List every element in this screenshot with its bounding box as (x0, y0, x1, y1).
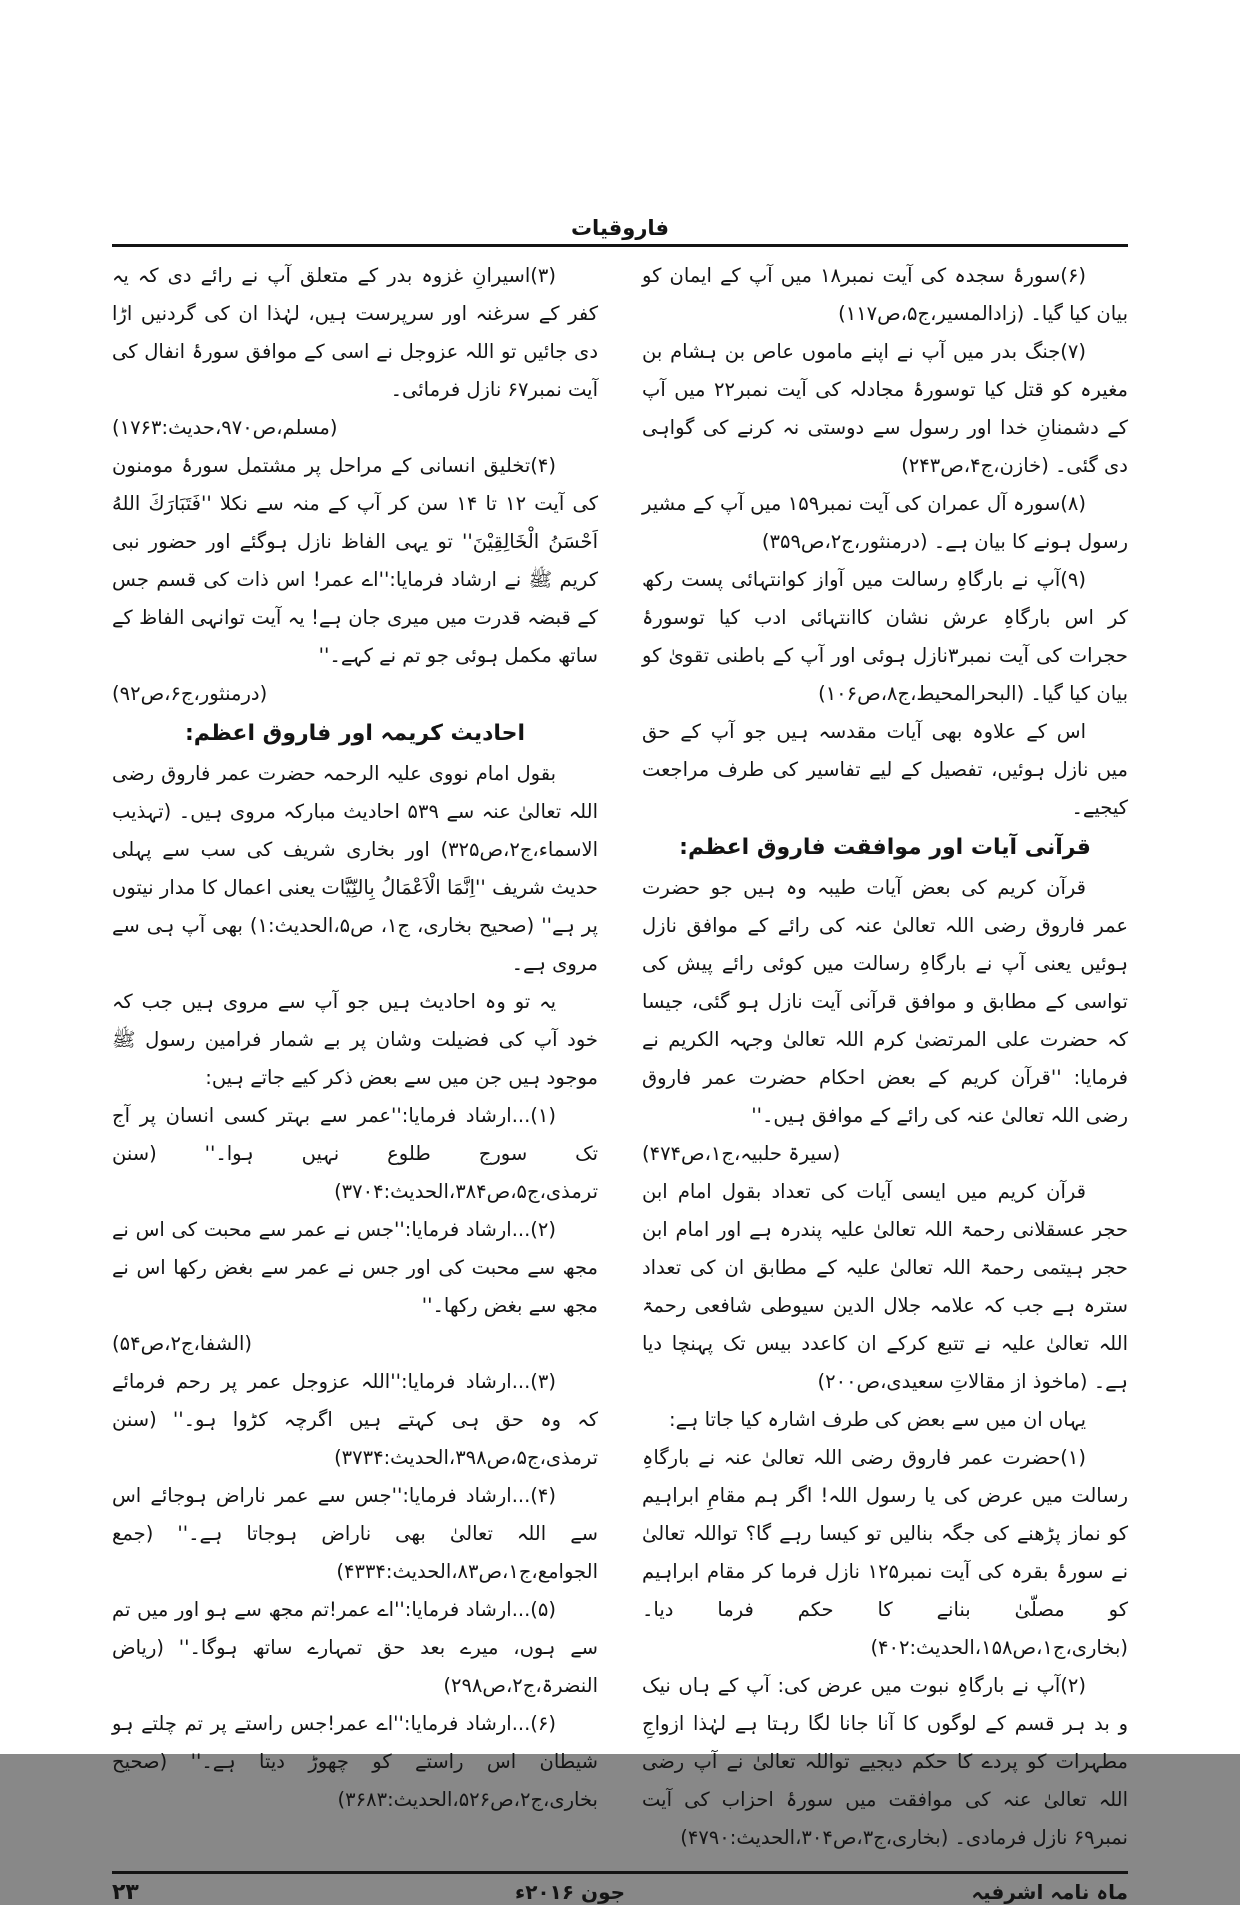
paragraph: قرآن کریم کی بعض آیات طیبہ وہ ہیں جو حضرت عمر فاروق رضی اللہ تعالیٰ عنہ کی رائے کے موافق نازل ہوئیں یعنی آپ نے بارگاہِ رسالت میں کوئی رائے پیش کی تواسی کے مطابق و موافق قرآنی آیت نازل ہو گئی، جیسا کہ حضرت علی المرتضیٰ کرم اللہ تعالیٰ وجہہ الکریم نے فرمایا: ''قرآن کریم کے بعض احکام حضرت عمر فاروق رضی اللہ تعالیٰ عنہ کی رائے کے موافق ہیں۔'' (642, 876, 1128, 1127)
paragraph: (۹)آپ نے بارگاہِ رسالت میں آواز کوانتہائی پست رکھ کر اس بارگاہِ عرش نشان کاانتہائی ادب کیا توسورۂ حجرات کی آیت نمبر۳نازل ہوئی اور آپ کے باطنی تقویٰ کو بیان کیا گیا۔ (البحرالمحیط،ج۸،ص۱۰۶) (642, 568, 1128, 705)
citation-line: (مسلم،ص۹۷۰،حدیث:۱۷۶۳) (112, 416, 338, 439)
citation-line: (سیرۃ حلبیہ،ج۱،ص۴۷۴) (642, 1142, 841, 1165)
paragraph: (۲)...ارشاد فرمایا:''جس نے عمر سے محبت کی اس نے مجھ سے محبت کی اور جس نے عمر سے بغض رکھا اس نے مجھ سے بغض رکھا۔'' (112, 1218, 598, 1317)
issue-date: جون ۲۰۱۶ء (514, 1880, 626, 1904)
paragraph: اس کے علاوہ بھی آیات مقدسہ ہیں جو آپ کے حق میں نازل ہوئیں، تفصیل کے لیے تفاسیر کی طرف مراجعت کیجیے۔ (642, 720, 1128, 819)
citation-line: (درمنثور،ج۶،ص۹۲) (112, 682, 268, 705)
paragraph: (۷)جنگ بدر میں آپ نے اپنے ماموں عاص بن ہشام بن مغیرہ کو قتل کیا توسورۂ مجادلہ کی آیت نمبر۲۲ میں آپ کے دشمنانِ خدا اور رسول سے دوستی نہ کرنے کی گواہی دی گئی۔ (خازن،ج۴،ص۲۴۳) (642, 340, 1128, 477)
paragraph: (۶)...ارشاد فرمایا:''اے عمر!جس راستے پر تم چلتے ہو شیطان اس راستے کو چھوڑ دیتا ہے۔'' (صحیح بخاری،ج۲،ص۵۲۶،الحدیث:۳۶۸۳) (112, 1712, 598, 1811)
paragraph: (۶)سورۂ سجدہ کی آیت نمبر۱۸ میں آپ کے ایمان کو بیان کیا گیا۔ (زادالمسیر،ج۵،ص۱۱۷) (642, 264, 1128, 325)
column-right (642, 257, 1128, 1857)
paragraph: (۴)...ارشاد فرمایا:''جس سے عمر ناراض ہوجائے اس سے اللہ تعالیٰ بھی ناراض ہوجاتا ہے۔'' (جمع الجوامع،ج۱،ص۸۳،الحدیث:۴۳۳۴) (112, 1484, 598, 1583)
page-footer (112, 1871, 1128, 1905)
paragraph: (۸)سورہ آل عمران کی آیت نمبر۱۵۹ میں آپ کے مشیر رسول ہونے کا بیان ہے۔ (درمنثور،ج۲،ص۳۵۹) (642, 492, 1128, 553)
paragraph: قرآن کریم میں ایسی آیات کی تعداد بقول امام ابن حجر عسقلانی رحمۃ اللہ تعالیٰ علیہ پندرہ ہے اور امام ابن حجر ہیتمی رحمۃ اللہ تعالیٰ علیہ کے مطابق ان کی تعداد سترہ ہے جب کہ علامہ جلال الدین سیوطی شافعی رحمۃ اللہ تعالیٰ علیہ نے تتبع کرکے ان کاعدد بیس تک پہنچا دیا ہے۔ (ماخوذ از مقالاتِ سعیدی،ص۲۰۰) (642, 1180, 1128, 1393)
article-body (112, 257, 1128, 1857)
paragraph: یہاں ان میں سے بعض کی طرف اشارہ کیا جاتا ہے: (669, 1408, 1086, 1431)
paragraph: (۳)اسیرانِ غزوہ بدر کے متعلق آپ نے رائے دی کہ یہ کفر کے سرغنہ اور سرپرست ہیں، لہٰذا ان کی گردنیں اڑا دی جائیں تو اللہ عزوجل نے اسی کے موافق سورۂ انفال کی آیت نمبر۶۷ نازل فرمائی۔ (112, 264, 598, 401)
citation-line: (الشفا،ج۲،ص۵۴) (112, 1332, 252, 1355)
section-heading: قرآنی آیات اور موافقت فاروق اعظم: (679, 835, 1091, 860)
column-left (112, 257, 598, 1819)
paragraph: (۵)...ارشاد فرمایا:''اے عمر!تم مجھ سے ہو اور میں تم سے ہوں، میرے بعد حق تمہارے ساتھ ہوگا۔'' (ریاض النضرۃ،ج۲،ص۲۹۸) (112, 1598, 598, 1697)
paragraph: (۱)حضرت عمر فاروق رضی اللہ تعالیٰ عنہ نے بارگاہِ رسالت میں عرض کی یا رسول اللہ! اگر ہم مقامِ ابراہیم کو نماز پڑھنے کی جگہ بنالیں تو کیسا رہے گا؟ تواللہ تعالیٰ نے سورۂ بقرہ کی آیت نمبر۱۲۵ نازل فرما کر مقام ابراہیم کو مصلّیٰ بنانے کا حکم فرما دیا۔ (بخاری،ج۱،ص۱۵۸،الحدیث:۴۰۲) (642, 1446, 1128, 1659)
paragraph: (۲)آپ نے بارگاہِ نبوت میں عرض کی: آپ کے ہاں نیک و بد ہر قسم کے لوگوں کا آنا جانا لگا رہتا ہے لہٰذا ازواجِ مطہرات کو پردے کا حکم دیجیے تواللہ تعالیٰ نے آپ رضی اللہ تعالیٰ عنہ کی موافقت میں سورۂ احزاب کی آیت نمبر۶۹ نازل فرمادی۔ (بخاری،ج۳،ص۳۰۴،الحدیث:۴۷۹۰) (642, 1674, 1128, 1849)
page-number: ۲۳ (112, 1880, 139, 1905)
paragraph: یہ تو وہ احادیث ہیں جو آپ سے مروی ہیں جب کہ خود آپ کی فضیلت وشان پر بے شمار فرامین رسول ﷺ موجود ہیں جن میں سے بعض ذکر کیے جاتے ہیں: (112, 990, 598, 1089)
section-heading: احادیث کریمہ اور فاروق اعظم: (184, 721, 526, 746)
paragraph: (۳)...ارشاد فرمایا:''اللہ عزوجل عمر پر رحم فرمائے کہ وہ حق ہی کہتے ہیں اگرچہ کڑوا ہو۔'' (سنن ترمذی،ج۵،ص۳۹۸،الحدیث:۳۷۳۴) (112, 1370, 598, 1469)
paragraph: (۱)...ارشاد فرمایا:''عمر سے بہتر کسی انسان پر آج تک سورج طلوع نہیں ہوا۔'' (سنن ترمذی،ج۵،ص۳۸۴،الحدیث:۳۷۰۴) (112, 1104, 598, 1203)
paragraph: بقول امام نووی علیہ الرحمہ حضرت عمر فاروق رضی اللہ تعالیٰ عنہ سے ۵۳۹ احادیث مبارکہ مروی ہیں۔ (تہذیب الاسماء،ج۲،ص۳۲۵) اور بخاری شریف کی سب سے پہلی حدیث شریف ''اِنَّمَا الْاَعْمَالُ بِالنِّيَّات یعنی اعمال کا مدار نیتوں پر ہے'' (صحیح بخاری، ج۱، ص۵،الحدیث:۱) بھی آپ ہی سے مروی ہے۔ (112, 762, 598, 975)
article-title: فاروقیات (570, 216, 670, 240)
page-header (112, 216, 1128, 247)
paragraph: (۴)تخلیق انسانی کے مراحل پر مشتمل سورۂ مومنون کی آیت ۱۲ تا ۱۴ سن کر آپ کے منہ سے نکلا ''فَتَبَارَكَ اللهُ اَحْسَنُ الْخَالِقِيْنَ'' تو یہی الفاظ نازل ہوگئے اور حضور نبی کریم ﷺ نے ارشاد فرمایا:''اے عمر! اس ذات کی قسم جس کے قبضہ قدرت میں میری جان ہے! یہ آیت توانہی الفاظ کے ساتھ مکمل ہوئی جو تم نے کہے۔'' (112, 454, 599, 667)
magazine-name: ماہ نامہ اشرفیہ (971, 1880, 1128, 1904)
top-margin (112, 0, 1128, 216)
